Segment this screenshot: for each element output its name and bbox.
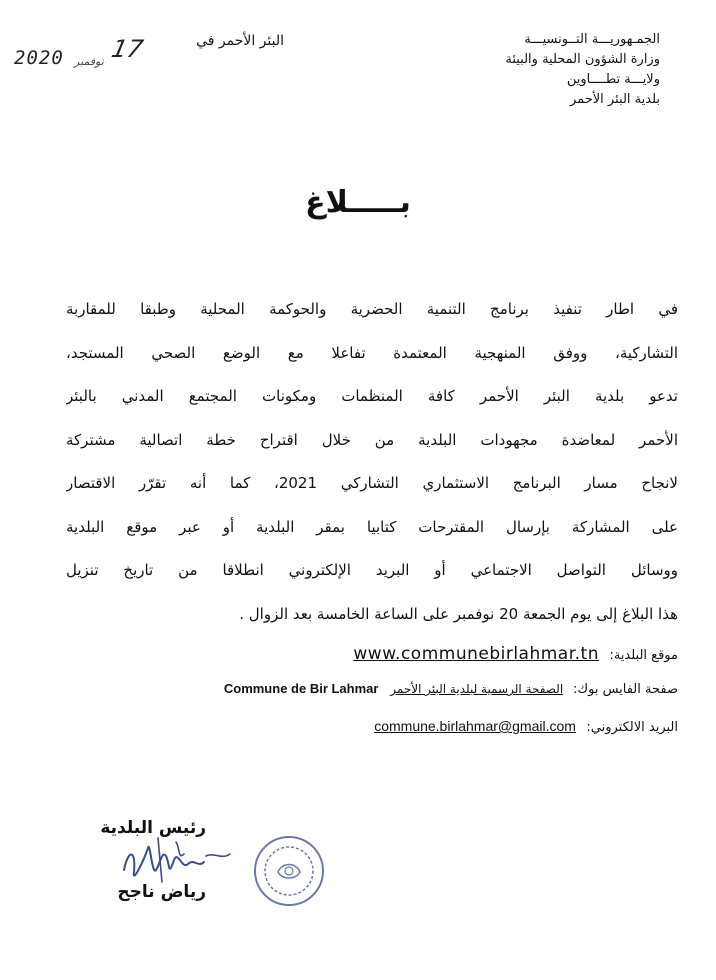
email-link[interactable]: commune.birlahmar@gmail.com	[374, 718, 576, 734]
website-row	[353, 644, 678, 664]
header-line-republic: الجمـهوريـــة التــونسيـــة	[524, 32, 660, 47]
body-line: التشاركية، ووفق المنهجية المعتمدة تفاعلا مع الوضع الصحي المستجد،	[66, 343, 678, 362]
facebook-page-name: Commune de Bir Lahmar	[223, 681, 379, 696]
place-date-block	[14, 33, 284, 77]
website-link[interactable]: www.communebirlahmar.tn	[353, 644, 599, 664]
announcement-body	[66, 288, 678, 636]
date-year: 2020	[14, 47, 64, 69]
facebook-row	[224, 681, 678, 697]
document-title: بـــــلاغ	[305, 185, 411, 220]
date-month: نوفمبر	[74, 55, 104, 68]
date-day: 17	[109, 35, 146, 63]
body-line: لانجاح مسار البرنامج الاستثماري التشاركي 2021، كما أنه تقرّر الاقتصار	[66, 474, 678, 492]
body-line: الأحمر لمعاضدة مجهودات البلدية من خلال اقتراح خطة اتصالية مشتركة	[66, 430, 678, 449]
body-line: على المشاركة بإرسال المقترحات كتابيا بمقر البلدية أو عبر موقع البلدية	[66, 517, 678, 536]
email-label: البريد الالكتروني:	[586, 720, 678, 735]
municipal-seal	[250, 832, 328, 910]
place-label: البئر الأحمر في	[196, 33, 284, 49]
signer-title: رئيس البلدية	[100, 818, 206, 838]
issuer-header	[400, 30, 660, 110]
body-line: هذا البلاغ إلى يوم الجمعة 20 نوفمبر على الساعة الخامسة بعد الزوال .	[239, 604, 678, 623]
body-line: ووسائل التواصل الاجتماعي أو البريد الإلكتروني انطلاقا من تاريخ تنزيل	[66, 561, 678, 579]
handwritten-signature	[118, 830, 238, 890]
header-line-ministry: وزارة الشؤون المحلية والبيئة	[505, 52, 660, 67]
facebook-label: صفحة الفايس بوك:	[573, 682, 678, 697]
body-line: تدعو بلدية البئر الأحمر كافة المنظمات ومكونات المجتمع المدني بالبئر	[66, 387, 678, 405]
website-label: موقع البلدية:	[609, 648, 678, 663]
signer-name: رياض ناجح	[117, 882, 206, 902]
facebook-page-link[interactable]: الصفحة الرسمية لبلدية البئر الأحمر	[390, 682, 564, 696]
header-line-municipality: بلدية البئر الأحمر	[570, 92, 660, 107]
email-row	[374, 718, 678, 735]
header-line-governorate: ولايـــة تطــــاوين	[566, 72, 660, 87]
body-line: في اطار تنفيذ برنامج التنمية الحضرية والحوكمة المحلية وطبقا للمقاربة	[66, 300, 678, 318]
